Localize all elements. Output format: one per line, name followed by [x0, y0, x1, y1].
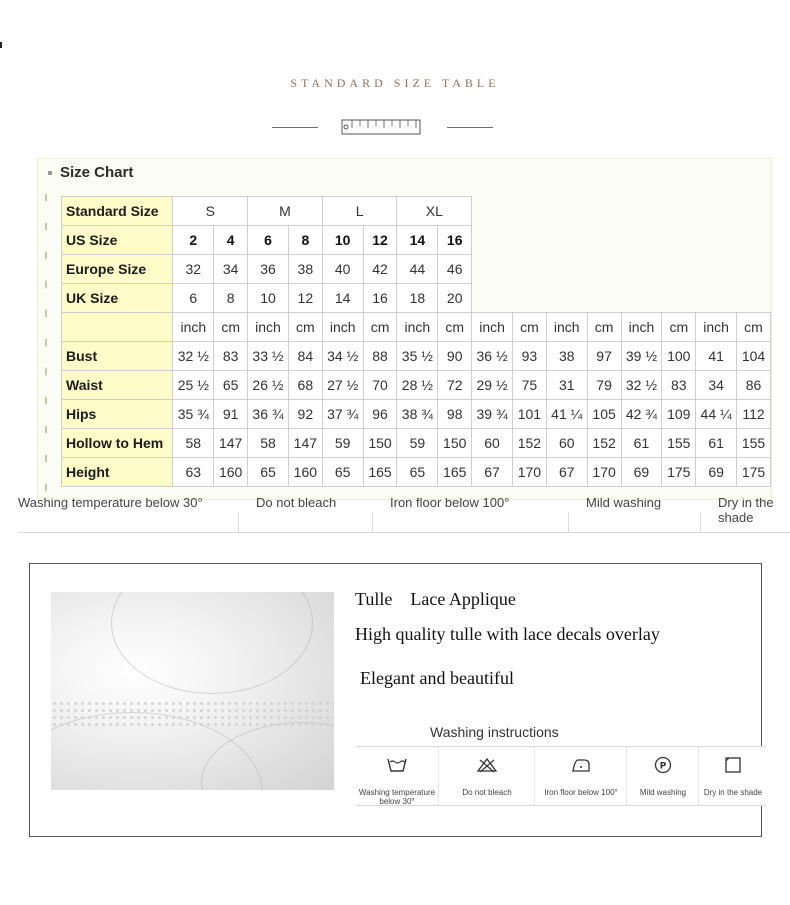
- heading-rule-left: [272, 127, 318, 128]
- size-cell: 38: [546, 342, 587, 371]
- size-cell: 16: [363, 284, 397, 313]
- quality-line: High quality tulle with lace decals overlay: [355, 624, 660, 644]
- size-cell: 37 ¾: [322, 400, 363, 429]
- row-label: UK Size: [62, 284, 173, 313]
- size-cell: 12: [288, 284, 322, 313]
- style-line: Elegant and beautiful: [360, 668, 514, 688]
- dry-shade-icon: [722, 756, 744, 774]
- size-cell: inch: [173, 313, 214, 342]
- size-chart-title: [48, 164, 133, 181]
- size-cell: 160: [288, 458, 322, 487]
- size-cell: 34 ½: [322, 342, 363, 371]
- size-cell: 147: [214, 429, 248, 458]
- size-cell: 61: [621, 429, 662, 458]
- row-label: Waist: [62, 371, 173, 400]
- size-cell: inch: [322, 313, 363, 342]
- fabric-fold: [201, 722, 334, 790]
- size-cell: 16: [438, 226, 472, 255]
- size-row: [62, 342, 771, 371]
- size-cell: 150: [438, 429, 472, 458]
- size-cell: 41 ¼: [546, 400, 587, 429]
- wash-item: [356, 747, 438, 805]
- size-cell: cm: [214, 313, 248, 342]
- lace-band: [51, 700, 334, 728]
- size-cell: 170: [512, 458, 546, 487]
- size-cell: 44: [397, 255, 438, 284]
- size-cell: 39 ¾: [472, 400, 513, 429]
- size-cell: 40: [322, 255, 363, 284]
- size-cell: 92: [288, 400, 322, 429]
- professional-clean-icon: [652, 756, 674, 774]
- size-cell: 69: [696, 458, 737, 487]
- size-cell: inch: [248, 313, 289, 342]
- size-cell: cm: [662, 313, 696, 342]
- row-label: US Size: [62, 226, 173, 255]
- size-cell: 42 ¾: [621, 400, 662, 429]
- size-cell: 72: [438, 371, 472, 400]
- size-cell: 25 ½: [173, 371, 214, 400]
- wash-tub-icon: [386, 756, 408, 774]
- size-cell: 38: [288, 255, 322, 284]
- size-cell: 155: [662, 429, 696, 458]
- size-cell: cm: [363, 313, 397, 342]
- wash-label: Mild washing: [639, 788, 687, 797]
- row-label: [62, 313, 173, 342]
- cropped-label: Mild washing: [586, 498, 662, 510]
- size-cell: 84: [288, 342, 322, 371]
- size-cell: 10: [248, 284, 289, 313]
- size-cell: 93: [512, 342, 546, 371]
- size-cell: M: [248, 197, 323, 226]
- wash-label: Iron floor below 100°: [544, 788, 618, 797]
- size-cell: 155: [737, 429, 771, 458]
- size-cell: 29 ½: [472, 371, 513, 400]
- size-cell: 58: [173, 429, 214, 458]
- size-cell: cm: [512, 313, 546, 342]
- divider: [238, 512, 239, 532]
- size-cell: 170: [587, 458, 621, 487]
- size-cell: inch: [696, 313, 737, 342]
- size-cell: 152: [587, 429, 621, 458]
- divider: [568, 512, 569, 532]
- size-cell: 86: [737, 371, 771, 400]
- size-table: [61, 196, 771, 487]
- size-cell: 68: [288, 371, 322, 400]
- size-row: [62, 255, 771, 284]
- divider: [372, 512, 373, 532]
- size-cell: 65: [248, 458, 289, 487]
- size-cell: 8: [214, 284, 248, 313]
- size-row: [62, 400, 771, 429]
- size-cell: 38 ¾: [397, 400, 438, 429]
- washing-title: Washing instructions: [430, 724, 559, 740]
- size-cell: 97: [587, 342, 621, 371]
- size-row: [62, 226, 771, 255]
- row-label: Hollow to Hem: [62, 429, 173, 458]
- size-row: [62, 371, 771, 400]
- row-label: Hips: [62, 400, 173, 429]
- size-cell: 36: [248, 255, 289, 284]
- size-cell: 60: [472, 429, 513, 458]
- size-row: [62, 313, 771, 342]
- size-cell: 34: [696, 371, 737, 400]
- size-cell: 67: [546, 458, 587, 487]
- size-cell: 65: [397, 458, 438, 487]
- size-cell: 104: [737, 342, 771, 371]
- size-cell: 27 ½: [322, 371, 363, 400]
- size-cell: 6: [173, 284, 214, 313]
- size-cell: 14: [322, 284, 363, 313]
- size-cell: 96: [363, 400, 397, 429]
- corner-mark: [0, 42, 2, 48]
- size-cell: 63: [173, 458, 214, 487]
- size-cell: 67: [472, 458, 513, 487]
- svg-text:P: P: [659, 761, 667, 772]
- size-cell: 6: [248, 226, 289, 255]
- size-cell: cm: [438, 313, 472, 342]
- size-cell: 35 ¾: [173, 400, 214, 429]
- size-cell: 165: [438, 458, 472, 487]
- size-cell: 83: [662, 371, 696, 400]
- size-cell: 98: [438, 400, 472, 429]
- size-cell: 147: [288, 429, 322, 458]
- size-row: [62, 197, 771, 226]
- cropped-washing-strip: [18, 498, 790, 533]
- size-cell: inch: [546, 313, 587, 342]
- size-cell: 28 ½: [397, 371, 438, 400]
- size-cell: 8: [288, 226, 322, 255]
- size-cell: 35 ½: [397, 342, 438, 371]
- size-cell: 88: [363, 342, 397, 371]
- size-cell: 109: [662, 400, 696, 429]
- size-cell: 31: [546, 371, 587, 400]
- iron-icon: [570, 756, 592, 774]
- size-cell: 112: [737, 400, 771, 429]
- divider: [700, 512, 701, 532]
- size-cell: XL: [397, 197, 472, 226]
- size-cell: 4: [214, 226, 248, 255]
- size-cell: 33 ½: [248, 342, 289, 371]
- row-label: Standard Size: [62, 197, 173, 226]
- size-cell: 101: [512, 400, 546, 429]
- size-cell: 91: [214, 400, 248, 429]
- size-cell: inch: [397, 313, 438, 342]
- size-cell: 59: [322, 429, 363, 458]
- size-cell: 59: [397, 429, 438, 458]
- size-cell: 41: [696, 342, 737, 371]
- size-cell: 90: [438, 342, 472, 371]
- heading-rule-right: [447, 127, 493, 128]
- no-bleach-icon: [476, 756, 498, 774]
- size-cell: 100: [662, 342, 696, 371]
- size-cell: 36 ½: [472, 342, 513, 371]
- row-label: Bust: [62, 342, 173, 371]
- size-cell: 65: [322, 458, 363, 487]
- page-heading: STANDARD SIZE TABLE: [290, 76, 500, 90]
- size-cell: 46: [438, 255, 472, 284]
- size-cell: 60: [546, 429, 587, 458]
- size-cell: cm: [288, 313, 322, 342]
- size-cell: 175: [737, 458, 771, 487]
- decorative-dots: [42, 183, 50, 493]
- size-row: [62, 429, 771, 458]
- size-cell: 10: [322, 226, 363, 255]
- size-chart-title-text: Size Chart: [60, 164, 134, 181]
- size-row: [62, 284, 771, 313]
- size-cell: 18: [397, 284, 438, 313]
- size-cell: 2: [173, 226, 214, 255]
- size-cell: 152: [512, 429, 546, 458]
- size-cell: 79: [587, 371, 621, 400]
- size-cell: 61: [696, 429, 737, 458]
- size-cell: 58: [248, 429, 289, 458]
- size-cell: 65: [214, 371, 248, 400]
- size-cell: 14: [397, 226, 438, 255]
- size-cell: 26 ½: [248, 371, 289, 400]
- size-cell: 165: [363, 458, 397, 487]
- size-cell: S: [173, 197, 248, 226]
- material-line: Tulle Lace Applique: [355, 589, 516, 609]
- size-cell: 39 ½: [621, 342, 662, 371]
- size-cell: L: [322, 197, 397, 226]
- size-cell: inch: [621, 313, 662, 342]
- cropped-label: Iron floor below 100°: [390, 498, 510, 510]
- size-cell: 75: [512, 371, 546, 400]
- wash-item: [534, 747, 627, 805]
- dress-photo: [51, 592, 334, 790]
- bullet-icon: [48, 171, 52, 175]
- size-chart: [37, 158, 772, 500]
- size-cell: 32 ½: [621, 371, 662, 400]
- size-cell: cm: [587, 313, 621, 342]
- size-cell: 12: [363, 226, 397, 255]
- size-cell: 34: [214, 255, 248, 284]
- size-cell: 42: [363, 255, 397, 284]
- cropped-label: Dry in the shade: [718, 498, 774, 525]
- size-cell: 105: [587, 400, 621, 429]
- wash-label: Do not bleach: [462, 788, 512, 797]
- size-cell: 150: [363, 429, 397, 458]
- size-cell: 32 ½: [173, 342, 214, 371]
- row-label: Height: [62, 458, 173, 487]
- size-cell: 36 ¾: [248, 400, 289, 429]
- size-cell: 44 ¼: [696, 400, 737, 429]
- row-label: Europe Size: [62, 255, 173, 284]
- washing-row: [356, 746, 766, 806]
- fabric-fold: [111, 592, 313, 694]
- wash-label: Washing temperature below 30°: [358, 788, 436, 806]
- wash-label: Dry in the shade: [703, 788, 763, 797]
- cropped-label: Washing temperature below 30°: [18, 498, 203, 510]
- wash-item: [626, 747, 699, 805]
- tape-measure-icon: [340, 118, 422, 136]
- size-cell: 83: [214, 342, 248, 371]
- size-cell: inch: [472, 313, 513, 342]
- size-cell: 32: [173, 255, 214, 284]
- product-panel: [29, 563, 762, 837]
- size-row: [62, 458, 771, 487]
- wash-item: [438, 747, 535, 805]
- cropped-label: Do not bleach: [256, 498, 337, 510]
- size-cell: cm: [737, 313, 771, 342]
- wash-item: [698, 747, 767, 805]
- size-cell: 175: [662, 458, 696, 487]
- size-cell: 20: [438, 284, 472, 313]
- size-cell: 69: [621, 458, 662, 487]
- size-cell: 70: [363, 371, 397, 400]
- size-cell: 160: [214, 458, 248, 487]
